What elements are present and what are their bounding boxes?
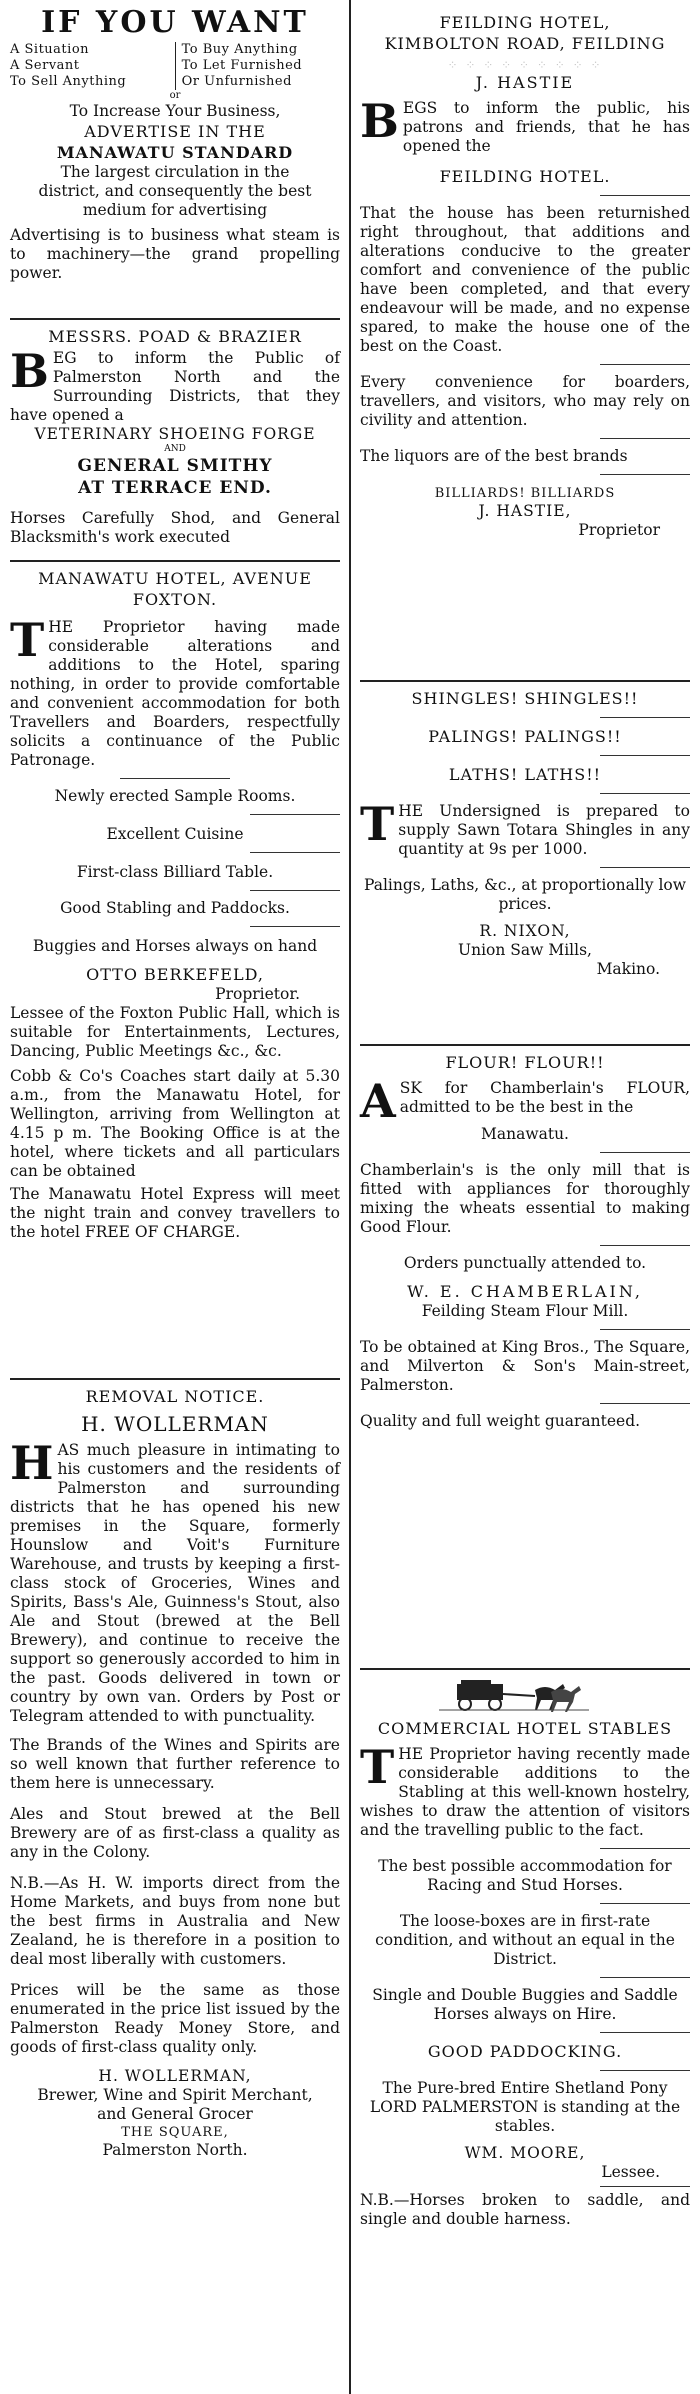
divider	[360, 680, 690, 682]
ad-paragraph: The Manawatu Hotel Express will meet the night train and convey travellers to the hotel FREE OF CHARGE.	[10, 1185, 340, 1241]
divider	[360, 1044, 690, 1046]
ad-poad-brazier	[10, 326, 340, 547]
ad-paragraph: The best possible accommodation for Racing and Stud Horses.	[378, 1857, 672, 1894]
feature-line: Excellent Cuisine	[106, 825, 244, 843]
poad-footer: Horses Carefully Shod, and General Blacksmith's work executed	[10, 509, 340, 546]
ad-body	[360, 94, 690, 156]
want-item: To Buy Anything	[181, 42, 298, 57]
divider	[600, 2032, 690, 2033]
ad-paragraph: Every convenience for boarders, travellers, and visitors, who may rely on civility and attention.	[360, 373, 690, 429]
proprietor-role: Proprietor.	[215, 985, 300, 1003]
divider	[600, 1848, 690, 1849]
ad-removal-notice	[10, 1386, 340, 2160]
ad-paragraph: Cobb & Co's Coaches start daily at 5.30 a.m., from the Manawatu Hotel, for Wellington, arriving from Wellington at 4.15 p m. The Booking Office is at the hotel, where tickets and all particulars can be obtained	[10, 1067, 340, 1180]
ad-title: FLOUR! FLOUR!!	[445, 1053, 605, 1072]
ad-paragraph: Quality and full weight guaranteed.	[360, 1412, 641, 1430]
left-column	[6, 0, 346, 2394]
feature-line: Good Stabling and Paddocks.	[60, 899, 290, 917]
ad-paragraph: N.B.—As H. W. imports direct from the Home Markets, and buys from none but the best firms in Australia and New Zealand, he is therefore in a position to deal most liberally with customers.	[10, 1874, 340, 1968]
ad-title: FEILDING HOTEL,	[439, 13, 611, 32]
ad-body-text: EGS to inform the public, his patrons and friends, that he has opened the	[402, 99, 690, 155]
ad-title: MESSRS. POAD & BRAZIER	[48, 327, 302, 346]
region-line: Manawatu.	[481, 1125, 569, 1143]
divider	[600, 867, 690, 868]
ad-body	[360, 1074, 690, 1128]
divider	[10, 1378, 340, 1380]
ad-paragraph: Chamberlain's is the only mill that is fitted with appliances for thoroughly mixing the wheats essential to making Good Flour.	[360, 1161, 690, 1236]
ad-shingles	[360, 688, 690, 979]
divider	[600, 1152, 690, 1153]
drop-cap: T	[360, 1740, 395, 1794]
want-tagline: Advertising is to business what steam is to machinery—the grand propelling power.	[10, 226, 340, 282]
ad-flour	[360, 1052, 690, 1431]
want-line-3: MANAWATU STANDARD	[56, 143, 294, 162]
ad-body	[10, 1436, 340, 1726]
feature-line: First-class Billiard Table.	[76, 863, 274, 881]
ad-paragraph: Ales and Stout brewed at the Bell Brewery are of as first-class a quality as any in the Colony.	[10, 1805, 340, 1861]
ad-headline: IF YOU WANT	[41, 5, 309, 40]
divider	[600, 474, 690, 475]
ad-title: LATHS! LATHS!!	[448, 765, 602, 784]
ad-title: MANAWATU HOTEL, AVENUE	[38, 569, 312, 588]
ad-paragraph: That the house has been returnished right throughout, that additions and alterations conducive to the greater comfort and convenience of the public have been completed, and that every endeavour will be made, and no expense spared, to make the house one of the best on the Coast.	[360, 204, 690, 355]
poad-forge: VETERINARY SHOEING FORGE	[34, 425, 316, 443]
drop-cap: T	[360, 797, 395, 851]
divider	[600, 2070, 690, 2071]
ad-paragraph: The Brands of the Wines and Spirits are so well known that further reference to them here is unnecessary.	[10, 1736, 340, 1792]
drop-cap: B	[360, 94, 399, 148]
ad-title: PALINGS! PALINGS!!	[428, 727, 622, 746]
ad-paragraph: N.B.—Horses broken to saddle, and single and double harness.	[360, 2191, 690, 2228]
ad-title: REMOVAL NOTICE.	[85, 1387, 265, 1406]
want-item: A Servant	[10, 58, 80, 73]
proprietor-name: OTTO BERKEFELD,	[86, 965, 264, 984]
signature-line: Union Saw Mills,	[458, 941, 592, 959]
paddocking-line: GOOD PADDOCKING.	[427, 2042, 623, 2061]
ad-manawatu-hotel	[10, 568, 340, 1242]
ad-body	[10, 344, 340, 425]
want-line-2: ADVERTISE IN THE	[84, 122, 266, 141]
signature-line: and General Grocer	[97, 2105, 253, 2123]
poad-place: AT TERRACE END.	[78, 478, 272, 498]
ad-subtitle: FOXTON.	[132, 590, 218, 609]
want-list-b	[175, 42, 340, 90]
feature-line: Buggies and Horses always on hand	[32, 937, 318, 955]
ad-paragraph: Prices will be the same as those enumerated in the price list issued by the Palmerston Ready Money Store, and goods of first-class quality only.	[10, 1981, 340, 2056]
ad-body	[360, 797, 690, 859]
ad-commercial-hotel	[360, 1718, 690, 2229]
divider	[600, 1403, 690, 1404]
signature-name: R. NIXON,	[479, 922, 571, 940]
ad-paragraph: Orders punctually attended to.	[403, 1254, 647, 1272]
ad-paragraph: Single and Double Buggies and Saddle Horses always on Hire.	[372, 1986, 678, 2023]
signature-name: J. HASTIE,	[478, 502, 572, 520]
drop-cap: B	[10, 344, 49, 398]
want-item: To Let Furnished	[181, 58, 303, 73]
divider	[600, 793, 690, 794]
divider	[250, 852, 340, 853]
hotel-name: FEILDING HOTEL.	[439, 167, 611, 186]
ad-paragraph: The loose-boxes are in first-rate condition, and without an equal in the District.	[375, 1912, 675, 1968]
ad-paragraph: To be obtained at King Bros., The Square, and Milverton & Son's Main-street, Palmerston.	[360, 1338, 690, 1394]
ad-body-text: HE Proprietor having recently made considerable additions to the Stabling at this well-known hostelry, wishes to draw the attention of visitors and the travelling public to the fact.	[360, 1745, 690, 1839]
divider	[600, 1245, 690, 1246]
divider	[600, 755, 690, 756]
feature-line: Newly erected Sample Rooms.	[54, 787, 296, 805]
ad-manawatu-standard	[10, 6, 340, 283]
signature-line: Brewer, Wine and Spirit Merchant,	[37, 2086, 313, 2104]
drop-cap: H	[10, 1436, 54, 1490]
divider	[250, 890, 340, 891]
divider	[600, 195, 690, 196]
divider	[600, 364, 690, 365]
want-line-1: To Increase Your Business,	[69, 102, 281, 120]
proprietor-name: J. HASTIE	[475, 73, 575, 92]
billiards-line: BILLIARDS! BILLIARDS	[434, 486, 616, 501]
divider	[10, 560, 340, 562]
signature-name: H. WOLLERMAN,	[98, 2067, 252, 2085]
signature-role: Proprietor	[578, 521, 660, 539]
show-through-text: ⁘ ⁘ ⁘ ⁘ ⁘ ⁘ ⁘ ⁘ ⁘	[447, 58, 603, 72]
divider	[360, 1668, 690, 1670]
ad-body	[10, 613, 340, 770]
signature-line: Makino.	[596, 960, 660, 978]
want-body: The largest circulation in the district, and consequently the best medium for advertising	[38, 163, 312, 219]
column-rule	[349, 0, 351, 2394]
divider	[600, 2186, 690, 2187]
want-or: or	[169, 90, 181, 101]
ad-body-text: SK for Chamberlain's FLOUR, admitted to be the best in the	[399, 1079, 690, 1116]
ad-subtitle: KIMBOLTON ROAD, FEILDING	[384, 34, 666, 53]
want-item: A Situation	[10, 42, 90, 57]
right-column	[354, 0, 694, 2394]
ad-paragraph: Palings, Laths, &c., at proportionally low prices.	[363, 876, 687, 913]
divider	[600, 1329, 690, 1330]
want-item: Or Unfurnished	[181, 74, 292, 89]
ad-paragraph: The liquors are of the best brands	[360, 447, 628, 465]
ad-body	[360, 1740, 690, 1840]
drop-cap: A	[360, 1074, 396, 1128]
ad-paragraph: The Pure-bred Entire Shetland Pony LORD PALMERSTON is standing at the stables.	[369, 2079, 681, 2135]
ad-title: COMMERCIAL HOTEL STABLES	[377, 1719, 673, 1738]
ad-feilding-hotel	[360, 12, 690, 540]
poad-smithy: GENERAL SMITHY	[77, 456, 273, 476]
signature-line: Palmerston North.	[102, 2141, 248, 2159]
ad-paragraph: Lessee of the Foxton Public Hall, which is suitable for Entertainments, Lectures, Dancing, Public Meetings &c., &c.	[10, 1004, 340, 1060]
want-item: To Sell Anything	[10, 74, 127, 89]
ad-body-text: AS much pleasure in intimating to his customers and the residents of Palmerston and surrounding districts that he has opened his new premises in the Square, formerly Hounslow and Voit's Furniture Warehouse, and trusts by keeping a first-class stock of Groceries, Wines and Spirits, Bass's Ale, Guinness's Stout, also Ale and Stout (brewed at the Bell Brewery), and continue to receive the support so generously accorded to him in the past. Goods delivered in town or country by own van. Orders by Post or Telegram attended to with punctuality.	[10, 1441, 340, 1725]
coach-and-horses-icon	[439, 1676, 589, 1712]
drop-cap: T	[10, 613, 45, 667]
divider	[250, 814, 340, 815]
ad-title: SHINGLES! SHINGLES!!	[411, 689, 639, 708]
ad-body-text: HE Proprietor having made considerable alterations and additions to the Hotel, sparing nothing, in order to provide comfortable and convenient accommodation for both Travellers and Boarders, respectfully solicits a continuance of the Public Patronage.	[10, 618, 340, 769]
want-lists	[10, 42, 340, 90]
signature-line: THE SQUARE,	[121, 2125, 229, 2140]
poad-and: AND	[164, 444, 186, 454]
signature-name: WM. MOORE,	[464, 2144, 586, 2162]
divider	[600, 717, 690, 718]
want-list-a	[10, 42, 168, 90]
divider	[600, 1903, 690, 1904]
ad-subtitle: H. WOLLERMAN	[81, 1412, 269, 1436]
signature-line: Feilding Steam Flour Mill.	[421, 1302, 629, 1320]
ad-body-text: EG to inform the Public of Palmerston North and the Surrounding Districts, that they have opened a	[10, 349, 340, 424]
divider	[250, 926, 340, 927]
divider	[600, 438, 690, 439]
ad-body-text: HE Undersigned is prepared to supply Sawn Totara Shingles in any quantity at 9s per 1000.	[398, 802, 690, 858]
divider	[10, 318, 340, 320]
divider	[120, 778, 230, 779]
divider	[600, 1977, 690, 1978]
signature-name: W. E. CHAMBERLAIN,	[407, 1282, 643, 1301]
signature-role: Lessee.	[601, 2163, 660, 2181]
